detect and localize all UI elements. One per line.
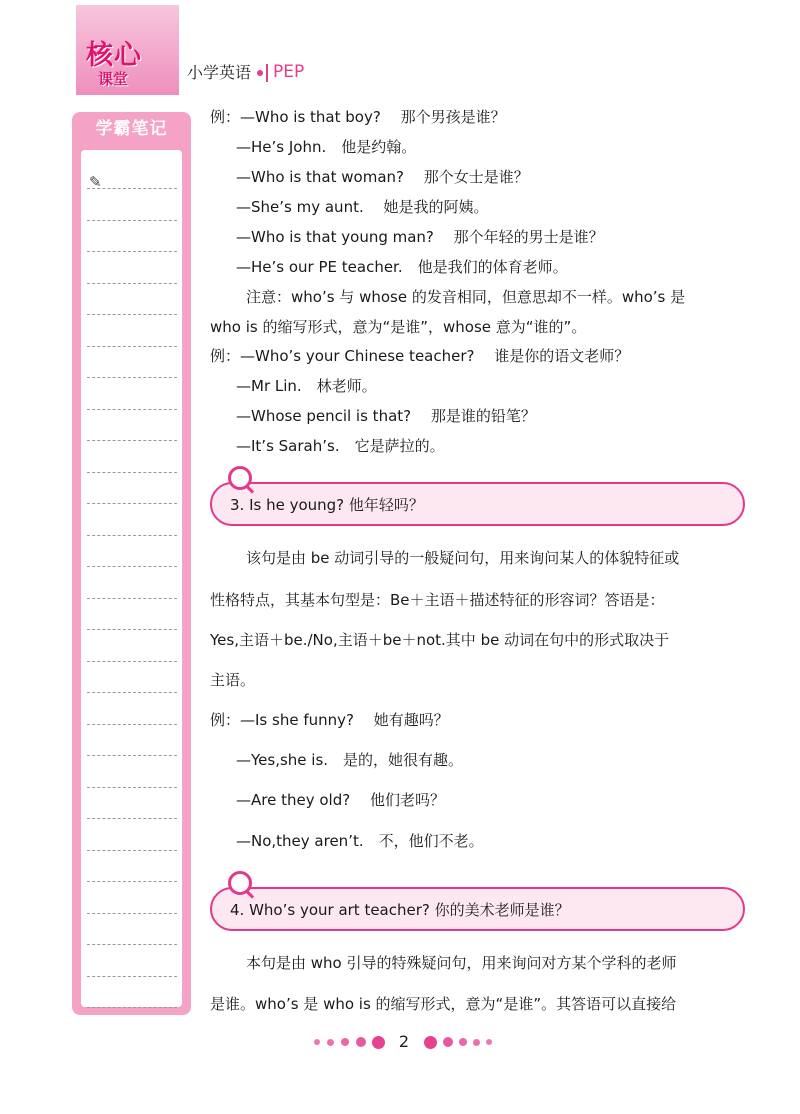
note-ruled-line — [87, 283, 177, 284]
section-3-heading — [210, 482, 745, 526]
paragraph-line: Yes,主语＋be./No,主语＋be＋not.其中 be 动词在句中的形式取决于 — [210, 631, 670, 649]
section-4-heading-text: 4. Who’s your art teacher? 你的美术老师是谁？ — [230, 901, 570, 919]
example-line: —No,they aren’t. 不，他们不老。 — [236, 832, 484, 850]
note-ruled-line — [87, 220, 177, 221]
note-ruled-line — [87, 724, 177, 725]
note-ruled-line — [87, 881, 177, 882]
example-line: —Mr Lin. 林老师。 — [236, 377, 377, 395]
notes-sidebar — [72, 112, 191, 1015]
footer-dot — [443, 1037, 453, 1047]
footer-dot — [459, 1038, 467, 1046]
note-ruled-line — [87, 472, 177, 473]
example-line: —Whose pencil is that? 那是谁的铅笔？ — [236, 407, 536, 425]
logo-subtitle: 课堂 — [98, 70, 129, 88]
note-ruled-line — [87, 787, 177, 788]
page-number: 2 — [398, 1032, 410, 1051]
note-ruled-line — [87, 188, 177, 189]
example-line: —He’s our PE teacher. 他是我们的体育老师。 — [236, 258, 568, 276]
page-footer — [0, 1032, 800, 1052]
header-subject: 小学英语 — [187, 63, 252, 82]
header-edition: PEP — [273, 62, 305, 82]
note-ruled-line — [87, 661, 177, 662]
note-ruled-line — [87, 692, 177, 693]
note-ruled-line — [87, 1007, 177, 1008]
footer-dot — [473, 1039, 480, 1046]
note-ruled-line — [87, 377, 177, 378]
footer-dot — [327, 1039, 334, 1046]
footer-dot — [356, 1037, 366, 1047]
paragraph-line: 主语。 — [210, 671, 256, 689]
section-4-heading — [210, 887, 745, 931]
note-ruled-line — [87, 314, 177, 315]
example-line: 例：—Is she funny? 她有趣吗？ — [210, 711, 449, 729]
paragraph-line: 该句是由 be 动词引导的一般疑问句，用来询问某人的体貌特征或 — [246, 549, 680, 567]
example-line: 例：—Who’s your Chinese teacher? 谁是你的语文老师？ — [210, 347, 630, 365]
note-ruled-line — [87, 755, 177, 756]
example-line: —Who is that young man? 那个年轻的男士是谁？ — [236, 228, 604, 246]
note-ruled-line — [87, 850, 177, 851]
footer-dot — [314, 1039, 320, 1045]
note-ruled-line — [87, 818, 177, 819]
section-3-heading-text: 3. Is he young? 他年轻吗？ — [230, 496, 424, 514]
note-ruled-line — [87, 409, 177, 410]
note-ruled-line — [87, 976, 177, 977]
pencil-icon: ✎ — [89, 173, 102, 191]
footer-dot — [341, 1038, 349, 1046]
note-ruled-line — [87, 440, 177, 441]
footer-dot — [486, 1039, 492, 1045]
note-ruled-line — [87, 913, 177, 914]
note-ruled-line — [87, 503, 177, 504]
logo-title: 核心 — [86, 40, 142, 71]
note-ruled-line — [87, 566, 177, 567]
note-ruled-line — [87, 598, 177, 599]
header-divider — [266, 64, 268, 82]
note-ruled-line — [87, 944, 177, 945]
notes-sidebar-title: 学霸笔记 — [95, 119, 168, 139]
note-ruled-line — [87, 535, 177, 536]
example-line: 例：—Who is that boy? 那个男孩是谁？ — [210, 108, 506, 126]
example-line: —It’s Sarah’s. 它是萨拉的。 — [236, 437, 445, 455]
note-ruled-line — [87, 346, 177, 347]
paragraph-line: 本句是由 who 引导的特殊疑问句，用来询问对方某个学科的老师 — [246, 954, 677, 972]
note-ruled-line — [87, 629, 177, 630]
note-line-text: who is 的缩写形式，意为“是谁”，whose 意为“谁的”。 — [210, 318, 587, 336]
footer-dot — [372, 1036, 385, 1049]
header-dot — [257, 70, 263, 76]
example-line: —Who is that woman? 那个女士是谁？ — [236, 168, 529, 186]
note-line-text: 注意：who’s 与 whose 的发音相同，但意思却不一样。who’s 是 — [246, 288, 686, 306]
footer-dot — [424, 1036, 437, 1049]
example-line: —Yes,she is. 是的，她很有趣。 — [236, 751, 464, 769]
paragraph-line: 性格特点，其基本句型是：Be＋主语＋描述特征的形容词？答语是： — [210, 591, 665, 609]
paragraph-line: 是谁。who’s 是 who is 的缩写形式，意为“是谁”。其答语可以直接给 — [210, 995, 677, 1013]
example-line: —He’s John. 他是约翰。 — [236, 138, 417, 156]
example-line: —She’s my aunt. 她是我的阿姨。 — [236, 198, 489, 216]
notes-area[interactable] — [81, 150, 182, 1007]
note-ruled-line — [87, 251, 177, 252]
example-line: —Are they old? 他们老吗？ — [236, 791, 445, 809]
